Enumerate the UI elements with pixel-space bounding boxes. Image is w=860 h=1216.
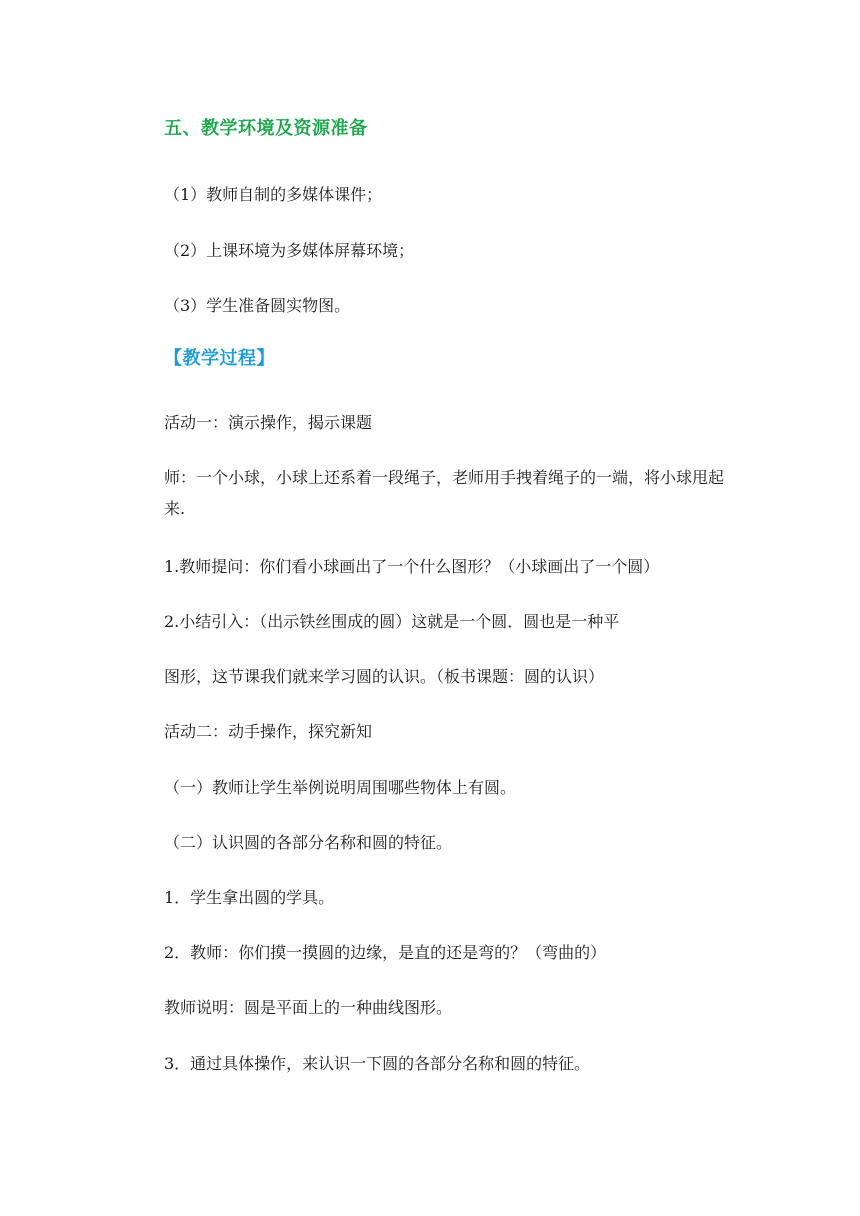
part1-paragraph: （一）教师让学生举例说明周围哪些物体上有圆。	[164, 778, 517, 797]
resource-item-1: （1）教师自制的多媒体课件；	[164, 185, 383, 204]
step2-paragraph-line1: 2.小结引入：（出示铁丝围成的圆）这就是一个圆．圆也是一种平	[164, 612, 620, 631]
part2-step2: 2．教师：你们摸一摸圆的边缘，是直的还是弯的？（弯曲的）	[164, 943, 607, 962]
part2-step3: 3．通过具体操作，来认识一下圆的各部分名称和圆的特征。	[164, 1054, 591, 1073]
resource-item-2: （2）上课环境为多媒体屏幕环境；	[164, 241, 415, 260]
activity1-title: 活动一：演示操作，揭示课题	[164, 413, 373, 432]
part2-paragraph: （二）认识圆的各部分名称和圆的特征。	[164, 833, 453, 852]
resource-item-3: （3）学生准备圆实物图。	[164, 296, 351, 315]
step2-paragraph-line2: 图形，这节课我们就来学习圆的认识。（板书课题：圆的认识）	[164, 667, 605, 686]
part2-step1: 1．学生拿出圆的学具。	[164, 888, 335, 907]
teacher-explain-paragraph: 教师说明：圆是平面上的一种曲线图形。	[164, 998, 453, 1017]
section-title: 五、教学环境及资源准备	[164, 118, 368, 139]
teacher-demo-paragraph: 师：一个小球，小球上还系着一段绳子，老师用手拽着绳子的一端，将小球甩起来.	[164, 468, 725, 518]
step1-paragraph: 1.教师提问：你们看小球画出了一个什么图形？（小球画出了一个圆）	[164, 557, 660, 576]
activity2-title: 活动二：动手操作，探究新知	[164, 722, 373, 741]
process-title: 【教学过程】	[164, 348, 275, 369]
